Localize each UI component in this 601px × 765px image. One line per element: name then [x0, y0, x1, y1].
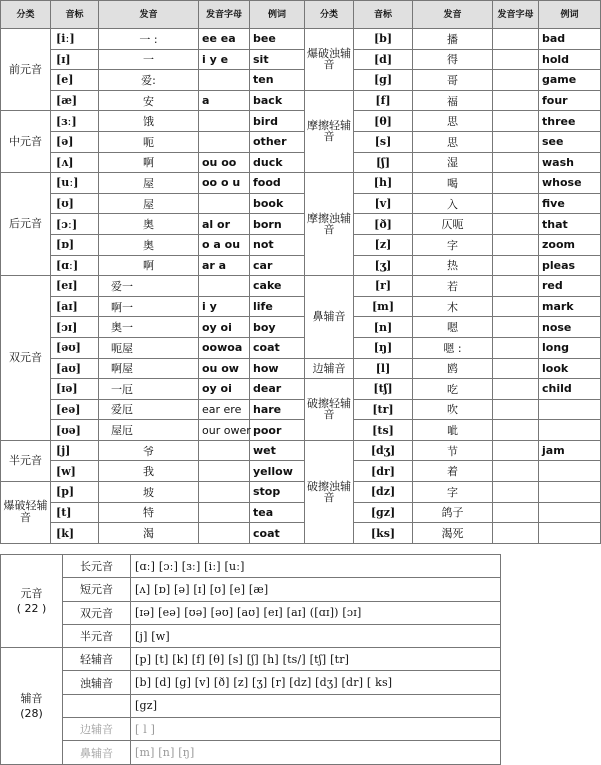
pronunciation-hint-right: 鸥 — [413, 358, 493, 379]
ipa-symbol-right: [dʒ] — [354, 440, 413, 461]
letter-pattern-right — [493, 358, 539, 379]
category-cell-right: 摩擦浊辅音 — [305, 173, 354, 276]
ipa-symbol-right: [tr] — [354, 399, 413, 420]
example-word-right: hold — [539, 49, 601, 70]
ipa-symbol-right: [ts] — [354, 420, 413, 441]
example-word-right: nose — [539, 317, 601, 338]
header-category-right: 分类 — [305, 1, 354, 29]
vowel-group-label: 元音 ( 22 ) — [1, 555, 63, 648]
pronunciation-hint-right: 入 — [413, 193, 493, 214]
ipa-symbol: [aʊ] — [51, 358, 99, 379]
summary-ipa-list: [ l ] — [131, 718, 501, 741]
example-word-right — [539, 461, 601, 482]
letter-pattern-right — [493, 379, 539, 400]
letter-pattern: ar a — [199, 255, 250, 276]
ipa-symbol: [ɒ] — [51, 234, 99, 255]
example-word: back — [250, 90, 305, 111]
category-cell-right: 边辅音 — [305, 358, 354, 379]
letter-pattern — [199, 502, 250, 523]
ipa-symbol: [eə] — [51, 399, 99, 420]
letter-pattern — [199, 70, 250, 91]
ipa-symbol-right: [θ] — [354, 111, 413, 132]
example-word-right: mark — [539, 296, 601, 317]
pronunciation-hint-right: 嗯 : — [413, 337, 493, 358]
letter-pattern: oowoa — [199, 337, 250, 358]
header-example-right: 例词 — [539, 1, 601, 29]
letter-pattern-right — [493, 131, 539, 152]
example-word: born — [250, 214, 305, 235]
example-word: bee — [250, 29, 305, 50]
summary-ipa-list: [ɪə] [eə] [ʊə] [əʊ] [aʊ] [eɪ] [aɪ] ([ɑɪ]) [ɔɪ] — [131, 601, 501, 624]
example-word: yellow — [250, 461, 305, 482]
ipa-symbol-right: [gz] — [354, 502, 413, 523]
table-row — [1, 193, 601, 214]
category-cell-right: 摩擦轻辅音 — [305, 90, 354, 172]
letter-pattern-right — [493, 173, 539, 194]
letter-pattern: ee ea — [199, 29, 250, 50]
letter-pattern — [199, 440, 250, 461]
summary-row — [1, 648, 501, 671]
example-word: food — [250, 173, 305, 194]
ipa-symbol-right: [ð] — [354, 214, 413, 235]
category-cell: 半元音 — [1, 440, 51, 481]
summary-label: 边辅音 — [63, 718, 131, 741]
pronunciation-hint-right: 节 — [413, 440, 493, 461]
table-row — [1, 523, 601, 544]
summary-ipa-list: [ɑː] [ɔː] [ɜː] [iː] [uː] — [131, 555, 501, 578]
example-word: car — [250, 255, 305, 276]
summary-label: 短元音 — [63, 578, 131, 601]
header-category: 分类 — [1, 1, 51, 29]
pronunciation-hint-right: 吃 — [413, 379, 493, 400]
pronunciation-hint: 爷 — [99, 440, 199, 461]
pronunciation-hint-right: 喝 — [413, 173, 493, 194]
category-cell: 爆破轻辅音 — [1, 482, 51, 544]
pronunciation-hint-right: 吹 — [413, 399, 493, 420]
pronunciation-hint: 爱: — [99, 70, 199, 91]
ipa-symbol: [ɪ] — [51, 49, 99, 70]
summary-row — [1, 578, 501, 601]
table-row — [1, 255, 601, 276]
ipa-symbol: [w] — [51, 461, 99, 482]
pronunciation-hint-right: 木 — [413, 296, 493, 317]
pronunciation-hint: 啊 — [99, 255, 199, 276]
letter-pattern: our ower — [199, 420, 250, 441]
table-row — [1, 131, 601, 152]
table-row — [1, 337, 601, 358]
summary-label: 长元音 — [63, 555, 131, 578]
letter-pattern: al or — [199, 214, 250, 235]
example-word-right — [539, 523, 601, 544]
header-pronunciation: 发音 — [99, 1, 199, 29]
ipa-symbol-right: [tʃ] — [354, 379, 413, 400]
ipa-symbol: [aɪ] — [51, 296, 99, 317]
pronunciation-hint: 呃屋 — [99, 337, 199, 358]
summary-row — [1, 601, 501, 624]
ipa-symbol: [iː] — [51, 29, 99, 50]
letter-pattern-right — [493, 420, 539, 441]
example-word: duck — [250, 152, 305, 173]
pronunciation-hint: 爱一 — [99, 276, 199, 297]
summary-ipa-list: [b] [d] [g] [v] [ð] [z] [ʒ] [r] [dz] [dʒ] [dr] [ ks] — [131, 671, 501, 694]
category-cell-right: 破擦轻辅音 — [305, 379, 354, 441]
category-cell: 前元音 — [1, 29, 51, 111]
ipa-symbol: [ɑː] — [51, 255, 99, 276]
summary-row — [1, 624, 501, 647]
header-letters-right: 发音字母 — [493, 1, 539, 29]
ipa-symbol-right: [z] — [354, 234, 413, 255]
letter-pattern-right — [493, 317, 539, 338]
header-example: 例词 — [250, 1, 305, 29]
letter-pattern: oo o u — [199, 173, 250, 194]
category-cell: 双元音 — [1, 276, 51, 441]
example-word-right: whose — [539, 173, 601, 194]
summary-ipa-list: [gz] — [131, 694, 501, 717]
ipa-symbol-right: [s] — [354, 131, 413, 152]
example-word: coat — [250, 337, 305, 358]
table-row — [1, 29, 601, 50]
letter-pattern — [199, 193, 250, 214]
pronunciation-hint-right: 若 — [413, 276, 493, 297]
example-word-right: child — [539, 379, 601, 400]
pronunciation-hint-right: 着 — [413, 461, 493, 482]
letter-pattern — [199, 131, 250, 152]
example-word-right: bad — [539, 29, 601, 50]
ipa-symbol-right: [b] — [354, 29, 413, 50]
ipa-symbol: [k] — [51, 523, 99, 544]
letter-pattern-right — [493, 255, 539, 276]
ipa-symbol-right: [ʃ] — [354, 152, 413, 173]
letter-pattern-right — [493, 502, 539, 523]
table-row — [1, 70, 601, 91]
ipa-symbol-right: [h] — [354, 173, 413, 194]
letter-pattern: oy oi — [199, 317, 250, 338]
example-word: other — [250, 131, 305, 152]
letter-pattern-right — [493, 276, 539, 297]
example-word-right — [539, 420, 601, 441]
table-row — [1, 49, 601, 70]
pronunciation-hint: 屋 — [99, 173, 199, 194]
header-pronunciation-right: 发音 — [413, 1, 493, 29]
pronunciation-hint: 啊一 — [99, 296, 199, 317]
letter-pattern: a — [199, 90, 250, 111]
table-row — [1, 440, 601, 461]
category-cell: 中元音 — [1, 111, 51, 173]
letter-pattern — [199, 523, 250, 544]
example-word: book — [250, 193, 305, 214]
example-word-right — [539, 502, 601, 523]
table-row — [1, 461, 601, 482]
ipa-symbol: [ʊ] — [51, 193, 99, 214]
ipa-symbol: [æ] — [51, 90, 99, 111]
ipa-symbol: [t] — [51, 502, 99, 523]
letter-pattern-right — [493, 152, 539, 173]
letter-pattern-right — [493, 482, 539, 503]
table-row — [1, 482, 601, 503]
ipa-symbol: [eɪ] — [51, 276, 99, 297]
pronunciation-hint: 饿 — [99, 111, 199, 132]
pronunciation-hint: 奥 — [99, 214, 199, 235]
letter-pattern: ou ow — [199, 358, 250, 379]
pronunciation-hint: 屋厄 — [99, 420, 199, 441]
ipa-symbol: [ɜː] — [51, 111, 99, 132]
example-word-right: three — [539, 111, 601, 132]
pronunciation-hint: 一厄 — [99, 379, 199, 400]
letter-pattern — [199, 276, 250, 297]
pronunciation-hint-right: 热 — [413, 255, 493, 276]
pronunciation-hint-right: 哥 — [413, 70, 493, 91]
ipa-symbol-right: [r] — [354, 276, 413, 297]
summary-label: 轻辅音 — [63, 648, 131, 671]
example-word-right: game — [539, 70, 601, 91]
pronunciation-hint: 奥 — [99, 234, 199, 255]
pronunciation-hint: 渴 — [99, 523, 199, 544]
pronunciation-hint-right: 渴死 — [413, 523, 493, 544]
letter-pattern: i y e — [199, 49, 250, 70]
ipa-symbol-right: [ʒ] — [354, 255, 413, 276]
ipa-symbol: [ɪə] — [51, 379, 99, 400]
ipa-symbol: [uː] — [51, 173, 99, 194]
example-word-right: wash — [539, 152, 601, 173]
table-row — [1, 214, 601, 235]
summary-row — [1, 694, 501, 717]
summary-row — [1, 671, 501, 694]
letter-pattern: o a ou — [199, 234, 250, 255]
category-cell-right: 爆破浊辅音 — [305, 29, 354, 91]
table-row — [1, 502, 601, 523]
letter-pattern — [199, 461, 250, 482]
category-cell: 后元音 — [1, 173, 51, 276]
letter-pattern: oy oi — [199, 379, 250, 400]
pronunciation-hint: 奥一 — [99, 317, 199, 338]
pronunciation-hint-right: 嗯 — [413, 317, 493, 338]
letter-pattern-right — [493, 90, 539, 111]
ipa-symbol-right: [g] — [354, 70, 413, 91]
letter-pattern — [199, 111, 250, 132]
example-word-right: that — [539, 214, 601, 235]
ipa-symbol: [j] — [51, 440, 99, 461]
table-row — [1, 173, 601, 194]
summary-label — [63, 694, 131, 717]
summary-label: 浊辅音 — [63, 671, 131, 694]
example-word: bird — [250, 111, 305, 132]
pronunciation-hint-right: 字 — [413, 234, 493, 255]
example-word-right: five — [539, 193, 601, 214]
example-word: tea — [250, 502, 305, 523]
pronunciation-hint-right: 鸽子 — [413, 502, 493, 523]
pronunciation-hint: 坡 — [99, 482, 199, 503]
summary-ipa-list: [ʌ] [ɒ] [ə] [ɪ] [ʊ] [e] [æ] — [131, 578, 501, 601]
letter-pattern: ou oo — [199, 152, 250, 173]
letter-pattern-right — [493, 111, 539, 132]
example-word-right — [539, 399, 601, 420]
ipa-symbol-right: [v] — [354, 193, 413, 214]
letter-pattern-right — [493, 49, 539, 70]
example-word-right: see — [539, 131, 601, 152]
letter-pattern — [199, 482, 250, 503]
table-row — [1, 152, 601, 173]
example-word: life — [250, 296, 305, 317]
header-row — [1, 1, 601, 29]
summary-ipa-list: [p] [t] [k] [f] [θ] [s] [ʃ] [h] [ts/] [tʃ] [tr] — [131, 648, 501, 671]
ipa-symbol: [əʊ] — [51, 337, 99, 358]
example-word-right: jam — [539, 440, 601, 461]
pronunciation-hint-right: 思 — [413, 111, 493, 132]
pronunciation-hint: 一 : — [99, 29, 199, 50]
pronunciation-hint: 我 — [99, 461, 199, 482]
summary-table — [0, 554, 501, 765]
table-row — [1, 111, 601, 132]
summary-row — [1, 555, 501, 578]
category-cell-right: 鼻辅音 — [305, 276, 354, 358]
letter-pattern-right — [493, 193, 539, 214]
pronunciation-hint-right: 字 — [413, 482, 493, 503]
letter-pattern: i y — [199, 296, 250, 317]
ipa-symbol: [ɔː] — [51, 214, 99, 235]
ipa-symbol: [e] — [51, 70, 99, 91]
example-word: wet — [250, 440, 305, 461]
summary-row — [1, 741, 501, 764]
ipa-symbol-right: [m] — [354, 296, 413, 317]
pronunciation-hint-right: 呲 — [413, 420, 493, 441]
ipa-symbol-right: [l] — [354, 358, 413, 379]
example-word: how — [250, 358, 305, 379]
ipa-symbol: [ə] — [51, 131, 99, 152]
pronunciation-hint-right: 播 — [413, 29, 493, 50]
consonant-group-label: 辅音 (28) — [1, 648, 63, 764]
pronunciation-hint: 呃 — [99, 131, 199, 152]
pronunciation-hint: 啊 — [99, 152, 199, 173]
example-word-right: four — [539, 90, 601, 111]
ipa-symbol-right: [ks] — [354, 523, 413, 544]
ipa-symbol-right: [dr] — [354, 461, 413, 482]
example-word: sit — [250, 49, 305, 70]
pronunciation-hint: 一 — [99, 49, 199, 70]
example-word: dear — [250, 379, 305, 400]
ipa-symbol: [ʊə] — [51, 420, 99, 441]
ipa-symbol-right: [n] — [354, 317, 413, 338]
summary-row — [1, 718, 501, 741]
ipa-symbol: [p] — [51, 482, 99, 503]
example-word-right: zoom — [539, 234, 601, 255]
pronunciation-hint: 啊屋 — [99, 358, 199, 379]
example-word: hare — [250, 399, 305, 420]
letter-pattern-right — [493, 296, 539, 317]
table-row — [1, 296, 601, 317]
table-row — [1, 379, 601, 400]
ipa-symbol-right: [dz] — [354, 482, 413, 503]
letter-pattern-right — [493, 523, 539, 544]
example-word: not — [250, 234, 305, 255]
example-word: boy — [250, 317, 305, 338]
letter-pattern-right — [493, 214, 539, 235]
example-word: poor — [250, 420, 305, 441]
table-row — [1, 234, 601, 255]
pronunciation-hint: 安 — [99, 90, 199, 111]
example-word-right: red — [539, 276, 601, 297]
ipa-symbol-right: [d] — [354, 49, 413, 70]
summary-ipa-list: [j] [w] — [131, 624, 501, 647]
category-cell-right: 破擦浊辅音 — [305, 440, 354, 543]
table-row — [1, 420, 601, 441]
letter-pattern-right — [493, 440, 539, 461]
letter-pattern-right — [493, 234, 539, 255]
pronunciation-hint: 爱厄 — [99, 399, 199, 420]
ipa-symbol: [ʌ] — [51, 152, 99, 173]
table-row — [1, 90, 601, 111]
summary-label: 鼻辅音 — [63, 741, 131, 764]
ipa-symbol-right: [ŋ] — [354, 337, 413, 358]
pronunciation-hint-right: 得 — [413, 49, 493, 70]
pronunciation-hint-right: 仄呃 — [413, 214, 493, 235]
letter-pattern-right — [493, 337, 539, 358]
table-row — [1, 276, 601, 297]
example-word-right: long — [539, 337, 601, 358]
example-word: ten — [250, 70, 305, 91]
pronunciation-hint-right: 思 — [413, 131, 493, 152]
example-word-right: pleas — [539, 255, 601, 276]
pronunciation-hint-right: 湿 — [413, 152, 493, 173]
letter-pattern-right — [493, 70, 539, 91]
pronunciation-hint: 特 — [99, 502, 199, 523]
pronunciation-hint: 屋 — [99, 193, 199, 214]
ipa-symbol: [ɔɪ] — [51, 317, 99, 338]
example-word: coat — [250, 523, 305, 544]
table-row — [1, 358, 601, 379]
example-word-right: look — [539, 358, 601, 379]
letter-pattern: ear ere — [199, 399, 250, 420]
example-word: stop — [250, 482, 305, 503]
table-row — [1, 399, 601, 420]
example-word-right — [539, 482, 601, 503]
header-ipa-right: 音标 — [354, 1, 413, 29]
table-row — [1, 317, 601, 338]
letter-pattern-right — [493, 461, 539, 482]
summary-label: 双元音 — [63, 601, 131, 624]
example-word: cake — [250, 276, 305, 297]
letter-pattern-right — [493, 399, 539, 420]
header-letters: 发音字母 — [199, 1, 250, 29]
ipa-symbol-right: [f] — [354, 90, 413, 111]
summary-label: 半元音 — [63, 624, 131, 647]
summary-ipa-list: [m] [n] [ŋ] — [131, 741, 501, 764]
header-ipa: 音标 — [51, 1, 99, 29]
letter-pattern-right — [493, 29, 539, 50]
pronunciation-hint-right: 福 — [413, 90, 493, 111]
